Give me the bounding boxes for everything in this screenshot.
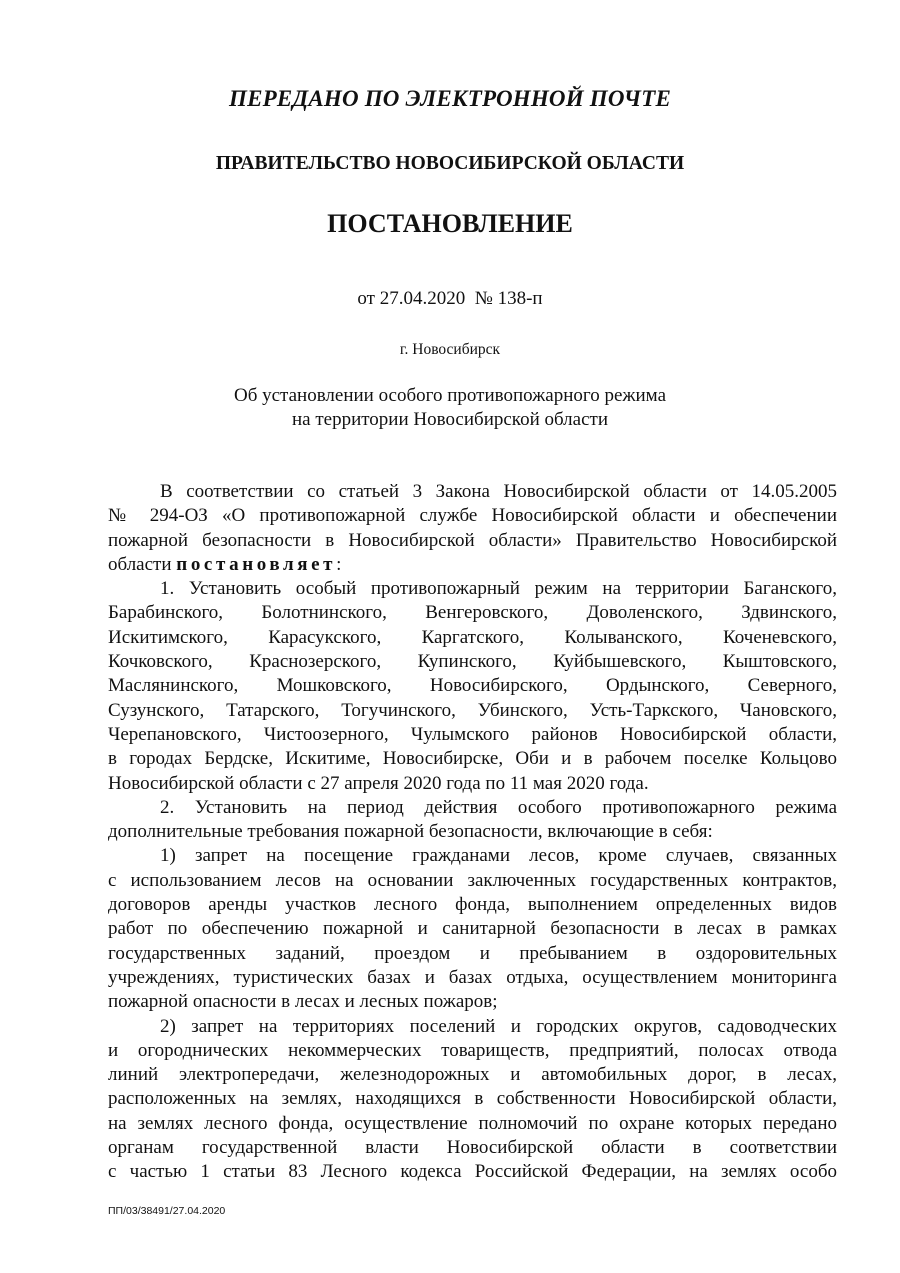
text-line: Сузунского, Татарского, Тогучинского, Убинского, Усть-Таркского, Чановского, <box>108 699 837 721</box>
document-code-footer: ПП/03/38491/27.04.2020 <box>108 1205 226 1217</box>
text-line: 2. Установить на период действия особого противопожарного режима <box>160 796 837 818</box>
text-line <box>108 553 837 577</box>
text-line: договоров аренды участков лесного фонда, выполнением определенных видов <box>108 894 837 916</box>
text-line: 2) запрет на территориях поселений и городских округов, садоводческих <box>160 1015 837 1037</box>
text-line: работ по обеспечению пожарной и санитарной безопасности в лесах в рамках <box>108 918 837 940</box>
text-line: линий электропередачи, железнодорожных и автомобильных дорог, в лесах, <box>108 1064 837 1086</box>
text-line: расположенных на землях, находящихся в собственности Новосибирской области, <box>108 1088 837 1110</box>
document-body <box>108 480 837 1185</box>
text-line: пожарной опасности в лесах и лесных пожаров; <box>108 991 498 1013</box>
text-line: пожарной безопасности в Новосибирской области» Правительство Новосибирской <box>108 529 837 551</box>
sub-item-1-paragraph <box>108 844 837 1014</box>
resolves-word: постановляет <box>176 553 337 575</box>
text-line: на землях лесного фонда, осуществление полномочий по охране которых передано <box>108 1112 837 1134</box>
text-line: В соответствии со статьей 3 Закона Новосибирской области от 14.05.2005 <box>160 481 837 502</box>
text-line: в городах Бердске, Искитиме, Новосибирске, Оби и в рабочем поселке Кольцово <box>108 748 837 770</box>
sub-item-2-paragraph <box>108 1015 837 1185</box>
text-line: с использованием лесов на основании заключенных государственных контрактов, <box>108 869 837 891</box>
text-line: дополнительные требования пожарной безопасности, включающие в себя: <box>108 821 713 843</box>
text-line: Кочковского, Краснозерского, Купинского, Куйбышевского, Кыштовского, <box>108 651 837 673</box>
text-line: учреждениях, туристических базах и базах отдыха, осуществлением мониторинга <box>108 966 837 988</box>
text-line: с частью 1 статьи 83 Лесного кодекса Российской Федерации, на землях особо <box>108 1161 837 1183</box>
document-type-heading: ПОСТАНОВЛЕНИЕ <box>327 209 573 238</box>
text-line: Искитимского, Карасукского, Каргатского, Колыванского, Коченевского, <box>108 626 837 648</box>
text-line: Маслянинского, Мошковского, Новосибирского, Ордынского, Северного, <box>108 675 837 697</box>
city-line: г. Новосибирск <box>399 341 501 358</box>
text-fragment: : <box>336 553 342 575</box>
clause-2-paragraph <box>108 796 837 845</box>
preamble-paragraph <box>108 480 837 577</box>
date-number-line: от 27.04.2020 № 138-п <box>357 288 543 309</box>
text-line: Барабинского, Болотнинского, Венгеровского, Доволенского, Здвинского, <box>108 602 837 624</box>
document-title-line: на территории Новосибирской области <box>292 409 608 430</box>
text-line: органам государственной власти Новосибирской области в соответствии <box>108 1137 837 1159</box>
clause-1-paragraph <box>108 577 837 796</box>
text-line: государственных заданий, проездом и пребыванием в оздоровительных <box>108 942 837 964</box>
issuer-heading: ПРАВИТЕЛЬСТВО НОВОСИБИРСКОЙ ОБЛАСТИ <box>215 153 685 174</box>
text-line: Черепановского, Чистоозерного, Чулымского районов Новосибирской области, <box>108 723 837 745</box>
text-line: 1. Установить особый противопожарный режим на территории Баганского, <box>160 578 837 600</box>
transmission-stamp: ПЕРЕДАНО ПО ЭЛЕКТРОННОЙ ПОЧТЕ <box>228 86 671 111</box>
text-line: Новосибирской области с 27 апреля 2020 года по 11 мая 2020 года. <box>108 772 649 794</box>
text-line: 1) запрет на посещение гражданами лесов, кроме случаев, связанных <box>160 845 837 867</box>
text-line: № 294-ОЗ «О противопожарной службе Новосибирской области и обеспечении <box>108 505 837 527</box>
text-line: и огороднических некоммерческих товариществ, предприятий, полосах отвода <box>108 1039 837 1061</box>
document-title-line: Об установлении особого противопожарного режима <box>233 385 667 406</box>
text-fragment: области <box>108 553 177 575</box>
